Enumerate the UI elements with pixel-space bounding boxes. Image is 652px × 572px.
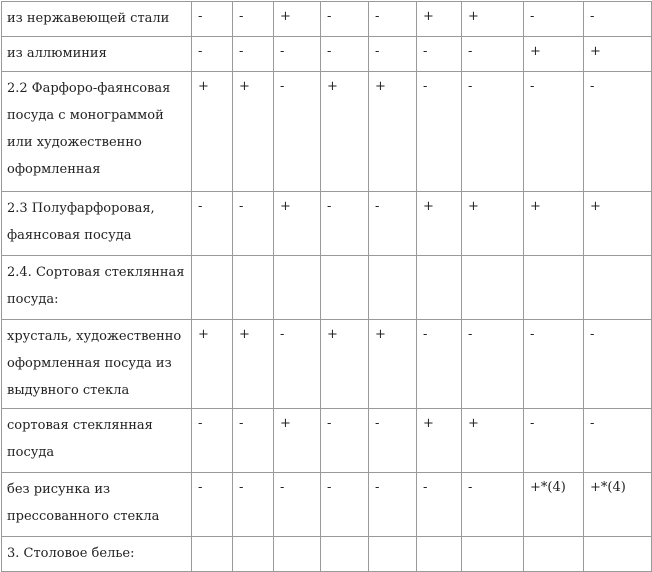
table-cell: + (321, 72, 369, 192)
table-cell: + (417, 409, 462, 473)
table-cell (417, 256, 462, 320)
table-cell: - (192, 192, 233, 256)
table-row (2, 37, 652, 72)
table-row (2, 537, 652, 572)
table-cell: + (233, 320, 274, 409)
table-cell: - (192, 37, 233, 72)
table-cell: + (524, 192, 584, 256)
table-cell (584, 537, 652, 572)
table-cell: - (417, 320, 462, 409)
table-row (2, 473, 652, 537)
table-cell: +*(4) (584, 473, 652, 537)
table-cell: - (274, 473, 321, 537)
table-cell: - (417, 72, 462, 192)
table-cell: + (369, 320, 417, 409)
table-cell: - (321, 37, 369, 72)
table-cell: + (321, 320, 369, 409)
table-cell (584, 256, 652, 320)
table-cell: + (462, 2, 524, 37)
table-cell (233, 537, 274, 572)
table-cell (462, 537, 524, 572)
table-cell (321, 256, 369, 320)
table-cell: - (321, 192, 369, 256)
row-label: из нержавеющей стали (2, 2, 192, 37)
row-label: сортовая стеклянная посуда (2, 409, 192, 473)
table-cell: - (584, 320, 652, 409)
table-row (2, 72, 652, 192)
table-cell: - (462, 72, 524, 192)
table-cell: + (417, 192, 462, 256)
table-cell: + (192, 72, 233, 192)
row-label: 2.4. Сортовая стеклянная посуда: (2, 256, 192, 320)
table-cell: - (584, 409, 652, 473)
table-cell: - (524, 72, 584, 192)
table-cell: + (584, 37, 652, 72)
table-cell: - (233, 192, 274, 256)
table-cell (524, 256, 584, 320)
table-cell: - (462, 37, 524, 72)
table-cell: - (321, 2, 369, 37)
table-row (2, 2, 652, 37)
table-cell: - (274, 37, 321, 72)
row-label: из аллюминия (2, 37, 192, 72)
table-cell: - (524, 409, 584, 473)
table-row (2, 320, 652, 409)
table-cell: + (274, 192, 321, 256)
row-label: 2.2 Фарфоро-фаянсовая посуда с монограммой или художественно оформленная (2, 72, 192, 192)
table-cell (192, 537, 233, 572)
table-cell: - (192, 473, 233, 537)
table-row (2, 256, 652, 320)
row-label: 3. Столовое белье: (2, 537, 192, 572)
table-cell: - (369, 192, 417, 256)
table-cell: - (274, 320, 321, 409)
table-cell: - (369, 2, 417, 37)
table-cell: - (233, 2, 274, 37)
table-cell (369, 537, 417, 572)
table-cell: + (417, 2, 462, 37)
table-cell: - (584, 2, 652, 37)
table-cell: - (584, 72, 652, 192)
table-cell: - (524, 2, 584, 37)
table-cell: - (417, 37, 462, 72)
table-cell: - (369, 409, 417, 473)
table-row (2, 192, 652, 256)
table-cell: + (462, 192, 524, 256)
table-body (2, 2, 652, 572)
table-cell: + (462, 409, 524, 473)
table-cell: - (462, 473, 524, 537)
table-cell (321, 537, 369, 572)
table-cell (417, 537, 462, 572)
table-cell: + (192, 320, 233, 409)
table-cell: + (524, 37, 584, 72)
table-cell (274, 537, 321, 572)
table-cell: - (369, 37, 417, 72)
table-cell: + (274, 2, 321, 37)
row-label: без рисунка из прессованного стекла (2, 473, 192, 537)
table-cell (462, 256, 524, 320)
table-cell: + (274, 409, 321, 473)
table-cell: - (462, 320, 524, 409)
table-cell: - (233, 473, 274, 537)
table-cell: + (584, 192, 652, 256)
table-cell: - (192, 409, 233, 473)
table-cell: - (369, 473, 417, 537)
row-label: 2.3 Полуфарфоровая, фаянсовая посуда (2, 192, 192, 256)
table-cell: - (192, 2, 233, 37)
table-cell: - (233, 409, 274, 473)
table-cell: + (233, 72, 274, 192)
table-cell: +*(4) (524, 473, 584, 537)
table-cell: - (321, 473, 369, 537)
table-cell: - (524, 320, 584, 409)
table-row (2, 409, 652, 473)
table-cell (524, 537, 584, 572)
row-label: хрусталь, художественно оформленная посуда из выдувного стекла (2, 320, 192, 409)
table-cell (233, 256, 274, 320)
table-cell: - (321, 409, 369, 473)
table-cell: - (233, 37, 274, 72)
table-cell (274, 256, 321, 320)
table-cell: + (369, 72, 417, 192)
table-cell: - (274, 72, 321, 192)
table-cell: - (417, 473, 462, 537)
tableware-table (1, 1, 652, 572)
table-cell (192, 256, 233, 320)
table-cell (369, 256, 417, 320)
